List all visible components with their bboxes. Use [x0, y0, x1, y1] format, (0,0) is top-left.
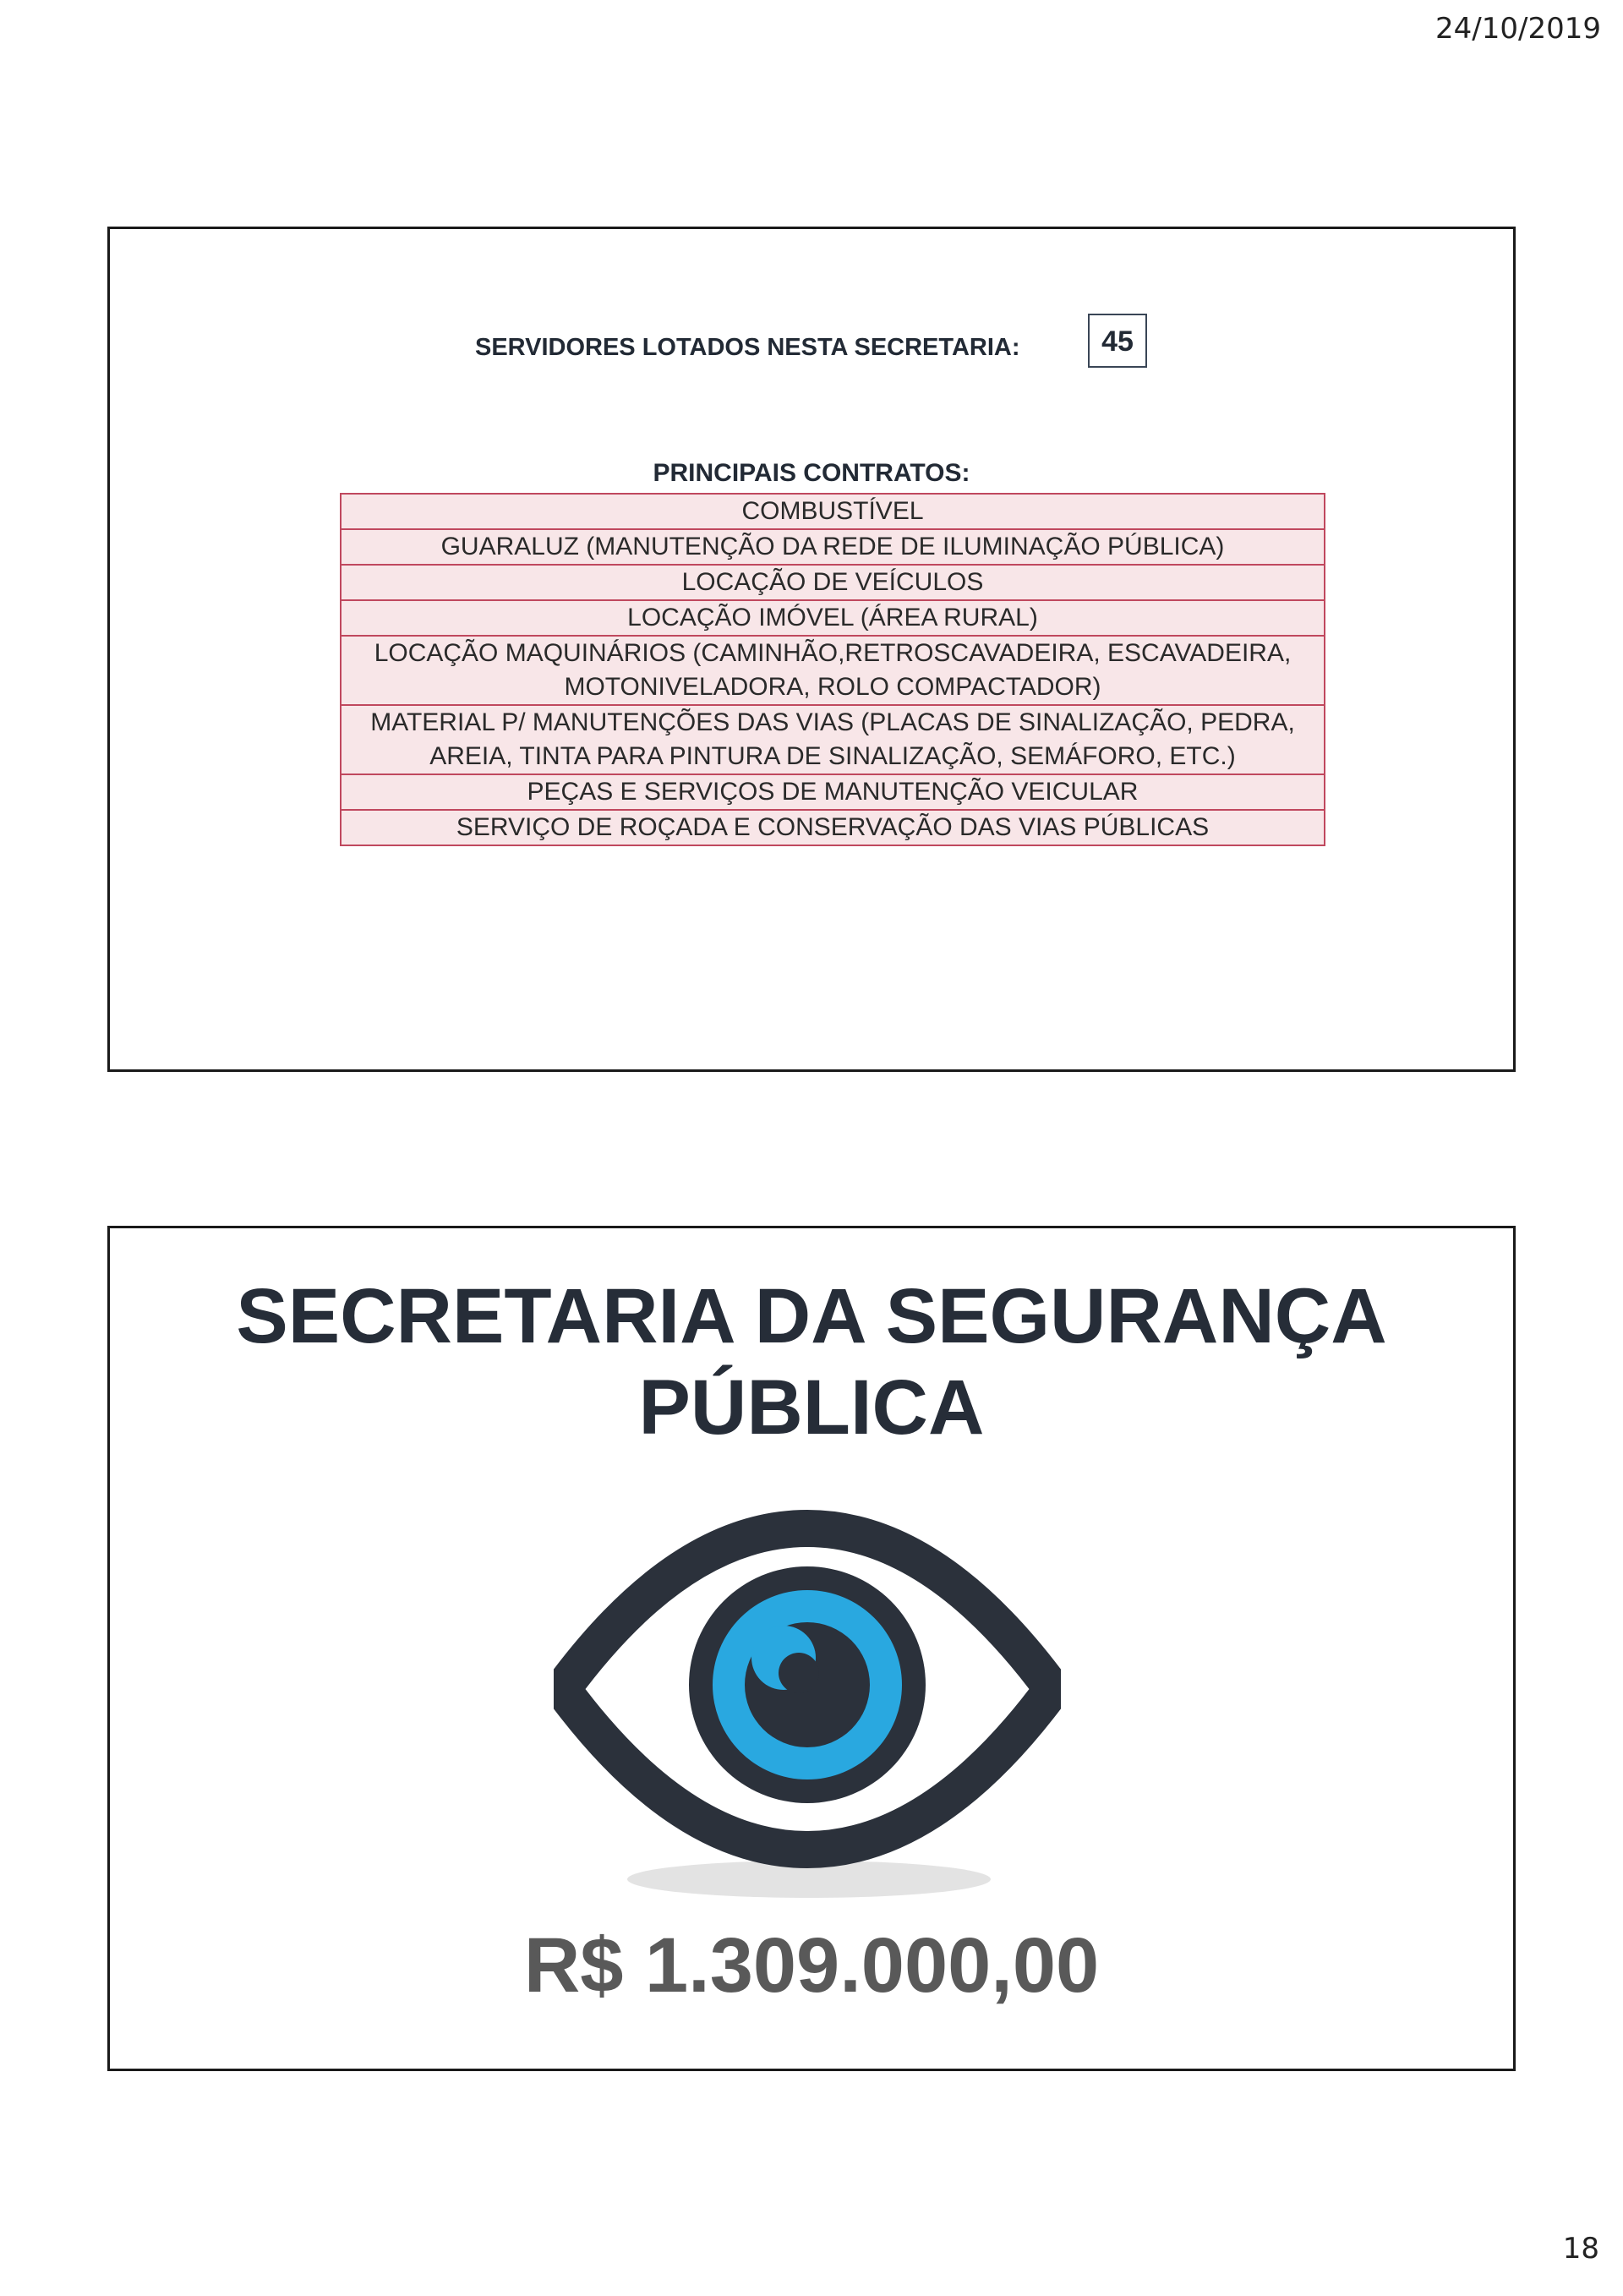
servidores-count: 45	[1088, 314, 1147, 368]
servidores-row	[110, 314, 1513, 373]
contrato-cell: LOCAÇÃO MAQUINÁRIOS (CAMINHÃO,RETROSCAVADEIRA, ESCAVADEIRA, MOTONIVELADORA, ROLO COMPACTADOR)	[341, 636, 1325, 705]
table-row	[341, 565, 1325, 600]
table-row	[341, 494, 1325, 529]
contrato-cell: GUARALUZ (MANUTENÇÃO DA REDE DE ILUMINAÇÃO PÚBLICA)	[341, 529, 1325, 565]
table-row	[341, 705, 1325, 774]
contratos-table	[340, 493, 1325, 846]
contrato-cell: LOCAÇÃO IMÓVEL (ÁREA RURAL)	[341, 600, 1325, 636]
table-row	[341, 810, 1325, 845]
page-number: 18	[1562, 2232, 1599, 2266]
budget-value: R$ 1.309.000,00	[523, 1922, 1100, 2009]
contratos-title: PRINCIPAIS CONTRATOS:	[653, 459, 970, 487]
table-row	[341, 636, 1325, 705]
contrato-cell: SERVIÇO DE ROÇADA E CONSERVAÇÃO DAS VIAS PÚBLICAS	[341, 810, 1325, 845]
slide-seguranca	[107, 1226, 1516, 2071]
table-row	[341, 774, 1325, 810]
slide-title-line2: PÚBLICA	[638, 1364, 985, 1451]
contrato-cell: COMBUSTÍVEL	[341, 494, 1325, 529]
table-row	[341, 529, 1325, 565]
slide-contracts	[107, 227, 1516, 1072]
eye-icon	[554, 1507, 1061, 1930]
contrato-cell: MATERIAL P/ MANUTENÇÕES DAS VIAS (PLACAS DE SINALIZAÇÃO, PEDRA, AREIA, TINTA PARA PINTURA DE SINALIZAÇÃO, SEMÁFORO, ETC.)	[341, 705, 1325, 774]
contrato-cell: LOCAÇÃO DE VEÍCULOS	[341, 565, 1325, 600]
slide-title	[110, 1271, 1513, 1453]
page-date: 24/10/2019	[1435, 12, 1601, 46]
contrato-cell: PEÇAS E SERVIÇOS DE MANUTENÇÃO VEICULAR	[341, 774, 1325, 810]
table-row	[341, 600, 1325, 636]
slide-title-line1: SECRETARIA DA SEGURANÇA	[236, 1273, 1387, 1359]
servidores-label: SERVIDORES LOTADOS NESTA SECRETARIA:	[475, 334, 1020, 361]
